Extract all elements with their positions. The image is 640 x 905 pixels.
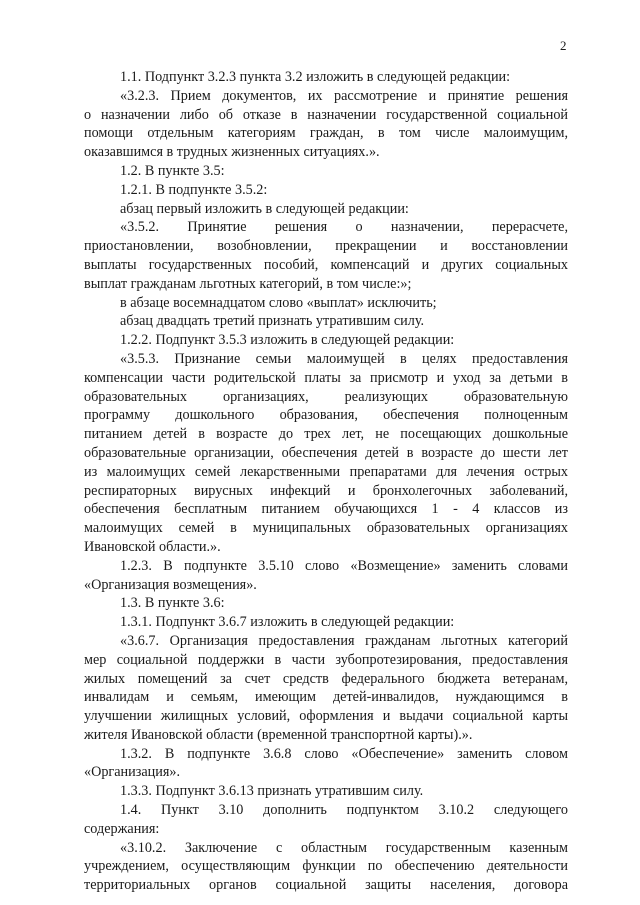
text-line: питанием детей в возрасте до трех лет, не посещающих дошкольные — [84, 426, 568, 443]
text-line: «3.2.3. Прием документов, их рассмотрение и принятие решения — [120, 87, 568, 104]
text-line: выплат гражданам льготных категорий, в том числе:»; — [84, 275, 412, 292]
text-line: малоимущих семей в муниципальных образовательных организациях — [84, 520, 568, 537]
text-line: 1.2.1. В подпункте 3.5.2: — [120, 181, 268, 198]
text-line: выплаты государственных пособий, компенсаций и других социальных — [84, 256, 568, 273]
text-line: 1.2.2. Подпункт 3.5.3 изложить в следующей редакции: — [120, 332, 455, 349]
text-line: 1.3.2. В подпункте 3.6.8 слово «Обеспечение» заменить словом — [120, 745, 568, 762]
text-line: «3.5.3. Признание семьи малоимущей в целях предоставления — [120, 350, 568, 367]
text-line: абзац двадцать третий признать утратившим силу. — [120, 313, 425, 330]
text-line: содержания: — [84, 820, 160, 837]
text-line: обеспечения бесплатным питанием обучающихся 1 - 4 классов из — [84, 501, 568, 518]
page-number: 2 — [560, 38, 567, 53]
text-line: 1.1. Подпункт 3.2.3 пункта 3.2 изложить в следующей редакции: — [120, 69, 511, 85]
text-line: в абзаце восемнадцатом слово «выплат» исключить; — [120, 294, 437, 311]
text-line: жилых помещений за счет средств федерального бюджета ветеранам, — [84, 670, 568, 687]
text-line: из малоимущих семей лекарственными препаратами для лечения острых — [84, 463, 568, 480]
text-line: «Организация возмещения». — [84, 576, 257, 593]
text-line: образовательные организации, обеспечения детей в возрасте до шести лет — [84, 444, 568, 461]
text-line: мер социальной поддержки в части зубопротезирования, предоставления — [84, 651, 568, 668]
text-line: «3.5.2. Принятие решения о назначении, перерасчете, — [120, 219, 568, 236]
text-line: инвалидам и семьям, имеющим детей-инвалидов, нуждающимся в — [84, 689, 568, 706]
text-line: территориальных органов социальной защиты населения, договора — [84, 877, 568, 894]
text-line: абзац первый изложить в следующей редакции: — [120, 200, 409, 217]
text-line: 1.2. В пункте 3.5: — [120, 162, 225, 179]
text-line: 1.3.3. Подпункт 3.6.13 признать утратившим силу. — [120, 783, 424, 800]
text-line: 1.3. В пункте 3.6: — [120, 595, 225, 612]
text-line: 1.2.3. В подпункте 3.5.10 слово «Возмещение» заменить словами — [120, 557, 568, 574]
text-line: компенсации части родительской платы за присмотр и уход за детьми в — [84, 369, 568, 386]
text-line: оказавшимся в трудных жизненных ситуациях.». — [84, 144, 380, 161]
text-line: «Организация». — [84, 764, 180, 781]
text-line: помощи отдельным категориям граждан, в том числе малоимущим, — [84, 125, 568, 142]
text-line: 1.3.1. Подпункт 3.6.7 изложить в следующей редакции: — [120, 614, 455, 631]
text-line: улучшении жилищных условий, оформления и выдачи социальной карты — [84, 708, 568, 725]
text-line: 1.4. Пункт 3.10 дополнить подпунктом 3.10.2 следующего — [120, 802, 568, 819]
text-line: приостановлении, возобновлении, прекращении и восстановлении — [84, 238, 568, 255]
text-line: программу дошкольного образования, обеспечения полноценным — [84, 407, 568, 424]
text-line: образовательных организациях, реализующих образовательную — [84, 388, 568, 405]
text-line: «3.6.7. Организация предоставления гражданам льготных категорий — [120, 632, 568, 649]
document-body — [84, 68, 568, 895]
text-line: жителя Ивановской области (временной транспортной карты).». — [84, 726, 473, 743]
text-line: респираторных вирусных инфекций и бронхолегочных заболеваний, — [84, 482, 568, 499]
text-line: Ивановской области.». — [84, 538, 221, 555]
text-line: учреждением, осуществляющим функции по обеспечению деятельности — [84, 858, 568, 875]
text-line: «3.10.2. Заключение с областным государственным казенным — [120, 839, 568, 856]
text-line: о назначении либо об отказе в назначении государственной социальной — [84, 106, 568, 123]
